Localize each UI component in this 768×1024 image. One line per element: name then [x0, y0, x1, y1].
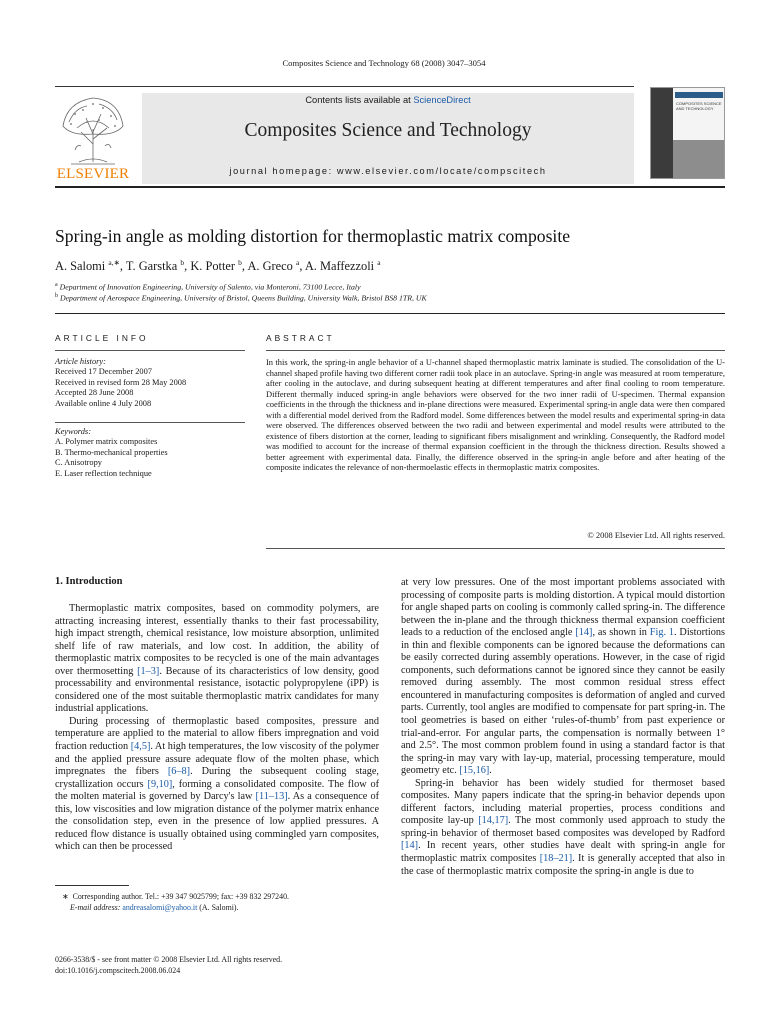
affiliation-b: $^b$ Department of Aerospace Engineering, University of Bristol, Queens Building, University Walk, Bristol BS8 1TR, UK — [55, 293, 427, 303]
footnote-marker: ∗ — [62, 892, 69, 901]
author-affiliation-mark: a — [377, 258, 381, 267]
citation-link[interactable]: [18–21] — [539, 853, 573, 865]
history-item: Accepted 28 June 2008 — [55, 388, 134, 398]
email-suffix: (A. Salomi). — [199, 903, 239, 912]
affiliation-a: $^a$ Department of Innovation Engineering, University of Salento, via Monteroni, 73100 Lecce, Italy — [55, 282, 361, 292]
author-name: K. Potter — [190, 259, 236, 274]
author-email-link[interactable]: andreasalomi@yahoo.it — [122, 903, 198, 912]
article-info-heading: ARTICLE INFO — [55, 333, 149, 343]
email-label: E-mail address: — [70, 903, 121, 912]
abstract-bottom-rule — [266, 548, 725, 549]
section-heading: 1. Introduction — [55, 576, 123, 587]
body-text: Thermoplastic matrix composites, based on commodity polymers, are attracting increasing interest, essentially thanks to their fast processability, high impact strength, chemical resistance, low moisture absorption, unlimited shelf life of raw materials, and low cost. In addition, the ability of thermoplastic matrix composites to be recycled is one of the main advantages over thermosetting — [55, 603, 379, 677]
citation-link[interactable]: [14] — [401, 840, 419, 852]
citation-link[interactable]: [11–13] — [255, 791, 288, 803]
keywords-rule — [55, 422, 245, 423]
issn-line: 0266-3538/$ - see front matter © 2008 Elsevier Ltd. All rights reserved. — [55, 955, 283, 964]
history-item: Available online 4 July 2008 — [55, 398, 152, 408]
keywords — [55, 427, 245, 479]
body-text: . Because of its characteristics of low density, good processability and environmental resistance, isotactic polypropylene (iPP) is considered one of the most suitable thermoplastic matrix candidates for many industrial applications. — [55, 665, 379, 715]
body-text: . The most commonly used approach to study the spring-in behavior of thermoset based composites was developed by Radford — [401, 815, 725, 839]
keyword-item: E. Laser reflection technique — [55, 468, 152, 478]
contents-prefix: Contents lists available at — [305, 95, 414, 105]
body-text: . — [489, 765, 492, 777]
history-label: Article history: — [55, 357, 106, 366]
citation-link[interactable]: [9,10] — [147, 778, 173, 790]
contents-availability — [142, 95, 634, 105]
keywords-label: Keywords: — [55, 427, 91, 436]
citation-link[interactable]: [14,17] — [478, 815, 509, 827]
corresponding-author-note — [62, 892, 289, 901]
header-top-rule — [55, 86, 634, 87]
keyword-item: A. Polymer matrix composites — [55, 437, 158, 447]
journal-title: Composites Science and Technology — [244, 120, 532, 141]
title-separator — [55, 313, 725, 314]
article-info-rule — [55, 350, 245, 351]
author-affiliation-mark: b — [238, 258, 242, 267]
journal-cover-thumbnail — [650, 87, 725, 179]
author-name: T. Garstka — [125, 259, 178, 274]
body-text: . In recent years, other studies have dealt with spring-in angle for thermoplastic matrix composites — [401, 840, 725, 865]
body-paragraph — [401, 778, 725, 878]
history-item: Received in revised form 28 May 2008 — [55, 377, 187, 387]
footnote-rule — [55, 885, 129, 886]
corresponding-details: Corresponding author. Tel.: +39 347 9025799; fax: +39 832 297240. — [72, 892, 289, 901]
email-note — [70, 903, 239, 912]
citation-link[interactable]: Fig. 1 — [649, 627, 674, 639]
journal-homepage-link[interactable]: journal homepage: www.elsevier.com/locate/compscitech — [229, 166, 547, 176]
citation-link[interactable]: [4,5] — [130, 741, 151, 753]
body-text: Spring-in behavior has been widely studied for thermoset based composites. Many papers indicate that the spring-in behavior depends upon different factors, including material properties, process conditions and composite lay-up — [401, 777, 725, 827]
header-bottom-rule — [55, 186, 725, 188]
keyword-item: B. Thermo-mechanical properties — [55, 447, 168, 457]
body-text: . At high temperatures, the low viscosity of the polymer and the applied pressure assure adequate flow of the molten phase, which impregnates the fibers — [55, 741, 379, 778]
publisher-name: ELSEVIER — [56, 166, 130, 182]
abstract-top-rule — [266, 350, 725, 351]
sciencedirect-link[interactable]: ScienceDirect — [413, 95, 471, 105]
abstract-text: In this work, the spring-in angle behavior of a U-channel shaped thermoplastic matrix laminate is studied. The consolidation of the U-channel shaped profile having two different corner radii took place in an autoclave. Spring-in angle was measured at room temperature, after cooling in the autoclave, and during subsequent heating at different temperatures and after final cooling to room temperature. Different thermally induced spring-in angle behaviors were observed for the two inner radii of U-specimen. Thermal expansion coefficients in the through the thickness and in-plane directions were measured. Experimental spring-in angle data were then compared with a differential model derived from the Radford model. Some differences between the model results and experimental spring-in data were observed. The differences observed between the two radii and between experimental and model results were attributed to the existence of fibers distortion at the corner, leading to significant fibers misalignment and wrinkling. Consequently, the Radford model was modified to account for the increase of thermal expansion coefficient in the through the thickness direction. Results showed a better agreement with experimental data. Finally, the difference observed in the spring-in angle before and after heating of the composite indicates the relevance of non-thermoelastic effects in thermoplastic matrix composites. — [266, 357, 725, 472]
paper-title: Spring-in angle as molding distortion for thermoplastic matrix composite — [55, 226, 571, 246]
citation-link[interactable]: [6–8] — [167, 766, 191, 778]
author-name: A. Maffezzoli — [304, 259, 375, 274]
body-column-right — [401, 577, 725, 878]
author-name: A. Salomi — [55, 259, 106, 274]
body-paragraph — [55, 716, 379, 854]
citation-link[interactable]: [1–3] — [137, 665, 160, 677]
author-affiliation-mark: a,∗ — [108, 258, 120, 267]
author-list: A. Salomi $^{a,∗}$, T. Garstka $^b$, K. Potter $^b$, A. Greco $^a$, A. Maffezzoli $^a$ — [55, 258, 381, 274]
body-paragraph — [401, 577, 725, 778]
body-text: . Distortions in thin and flexible components can be ignored because the deformations can be easily corrected during assembly operations. However, in the case of rigid components, such deformations cannot be ignored since they cannot be easily removed during assembly. The most common residual stress effect encountered in manufacturing composites is deformation of angled and curved parts. Currently, tool angles are modified to compensate for part spring-in. The tool geometries is based on either ‘rules-of-thumb’ from past experience or trial-and-error. For angular parts, the compensation is normally between 1° and 2.5°. The most common problem found in using a standard factor is that the spring-in may vary with lay-up, material, processing temperature, mould geometry etc. — [401, 627, 725, 777]
body-column-left — [55, 603, 379, 854]
abstract-copyright: © 2008 Elsevier Ltd. All rights reserved. — [587, 530, 725, 540]
history-item: Received 17 December 2007 — [55, 367, 152, 377]
doi-line: doi:10.1016/j.compscitech.2008.06.024 — [55, 966, 181, 975]
body-text: During processing of thermoplastic based composites, pressure and temperature are applied to the material to allow fibers impregnation and void fraction reduction — [55, 715, 379, 753]
body-text: . It is generally accepted that also in the case of thermoplastic matrix composite the spring-in angle is due to — [401, 853, 725, 877]
abstract-heading: ABSTRACT — [266, 333, 335, 343]
body-text: , as shown in — [592, 627, 650, 639]
journal-citation: Composites Science and Technology 68 (2008) 3047–3054 — [282, 58, 486, 68]
body-paragraph — [55, 603, 379, 716]
body-text: , forming a consolidated composite. The flow of the molten material is governed by Darcy's law — [55, 778, 379, 803]
body-text: . During the subsequent cooling stage, crystallization occurs — [55, 766, 379, 790]
cover-title: COMPOSITES SCIENCE AND TECHNOLOGY — [676, 101, 722, 111]
article-history — [55, 357, 245, 409]
author-name: A. Greco — [247, 259, 293, 274]
keyword-item: C. Anisotropy — [55, 458, 102, 468]
citation-link[interactable]: [15,16] — [459, 765, 490, 777]
citation-link[interactable]: [14] — [575, 627, 593, 639]
body-text: . As a consequence of this, low viscosities and low migration distance of the polymer matrix enhance the consolidation step, even in the presence of low applied pressures. A reduced flow distance is usually obtained using commingled yarn composites, which can then be processed — [55, 791, 379, 853]
author-affiliation-mark: b — [180, 258, 185, 267]
author-affiliation-mark: a — [295, 258, 300, 267]
body-text: at very low pressures. One of the most important problems associated with processing of composite parts is molding distortion. A typical mould distortion for angle shaped parts on cooling is commonly called spring-in. The difference between the in-plane and the through thickness thermal expansion coefficient leads to a reduction of the enclosed angle — [401, 577, 725, 639]
